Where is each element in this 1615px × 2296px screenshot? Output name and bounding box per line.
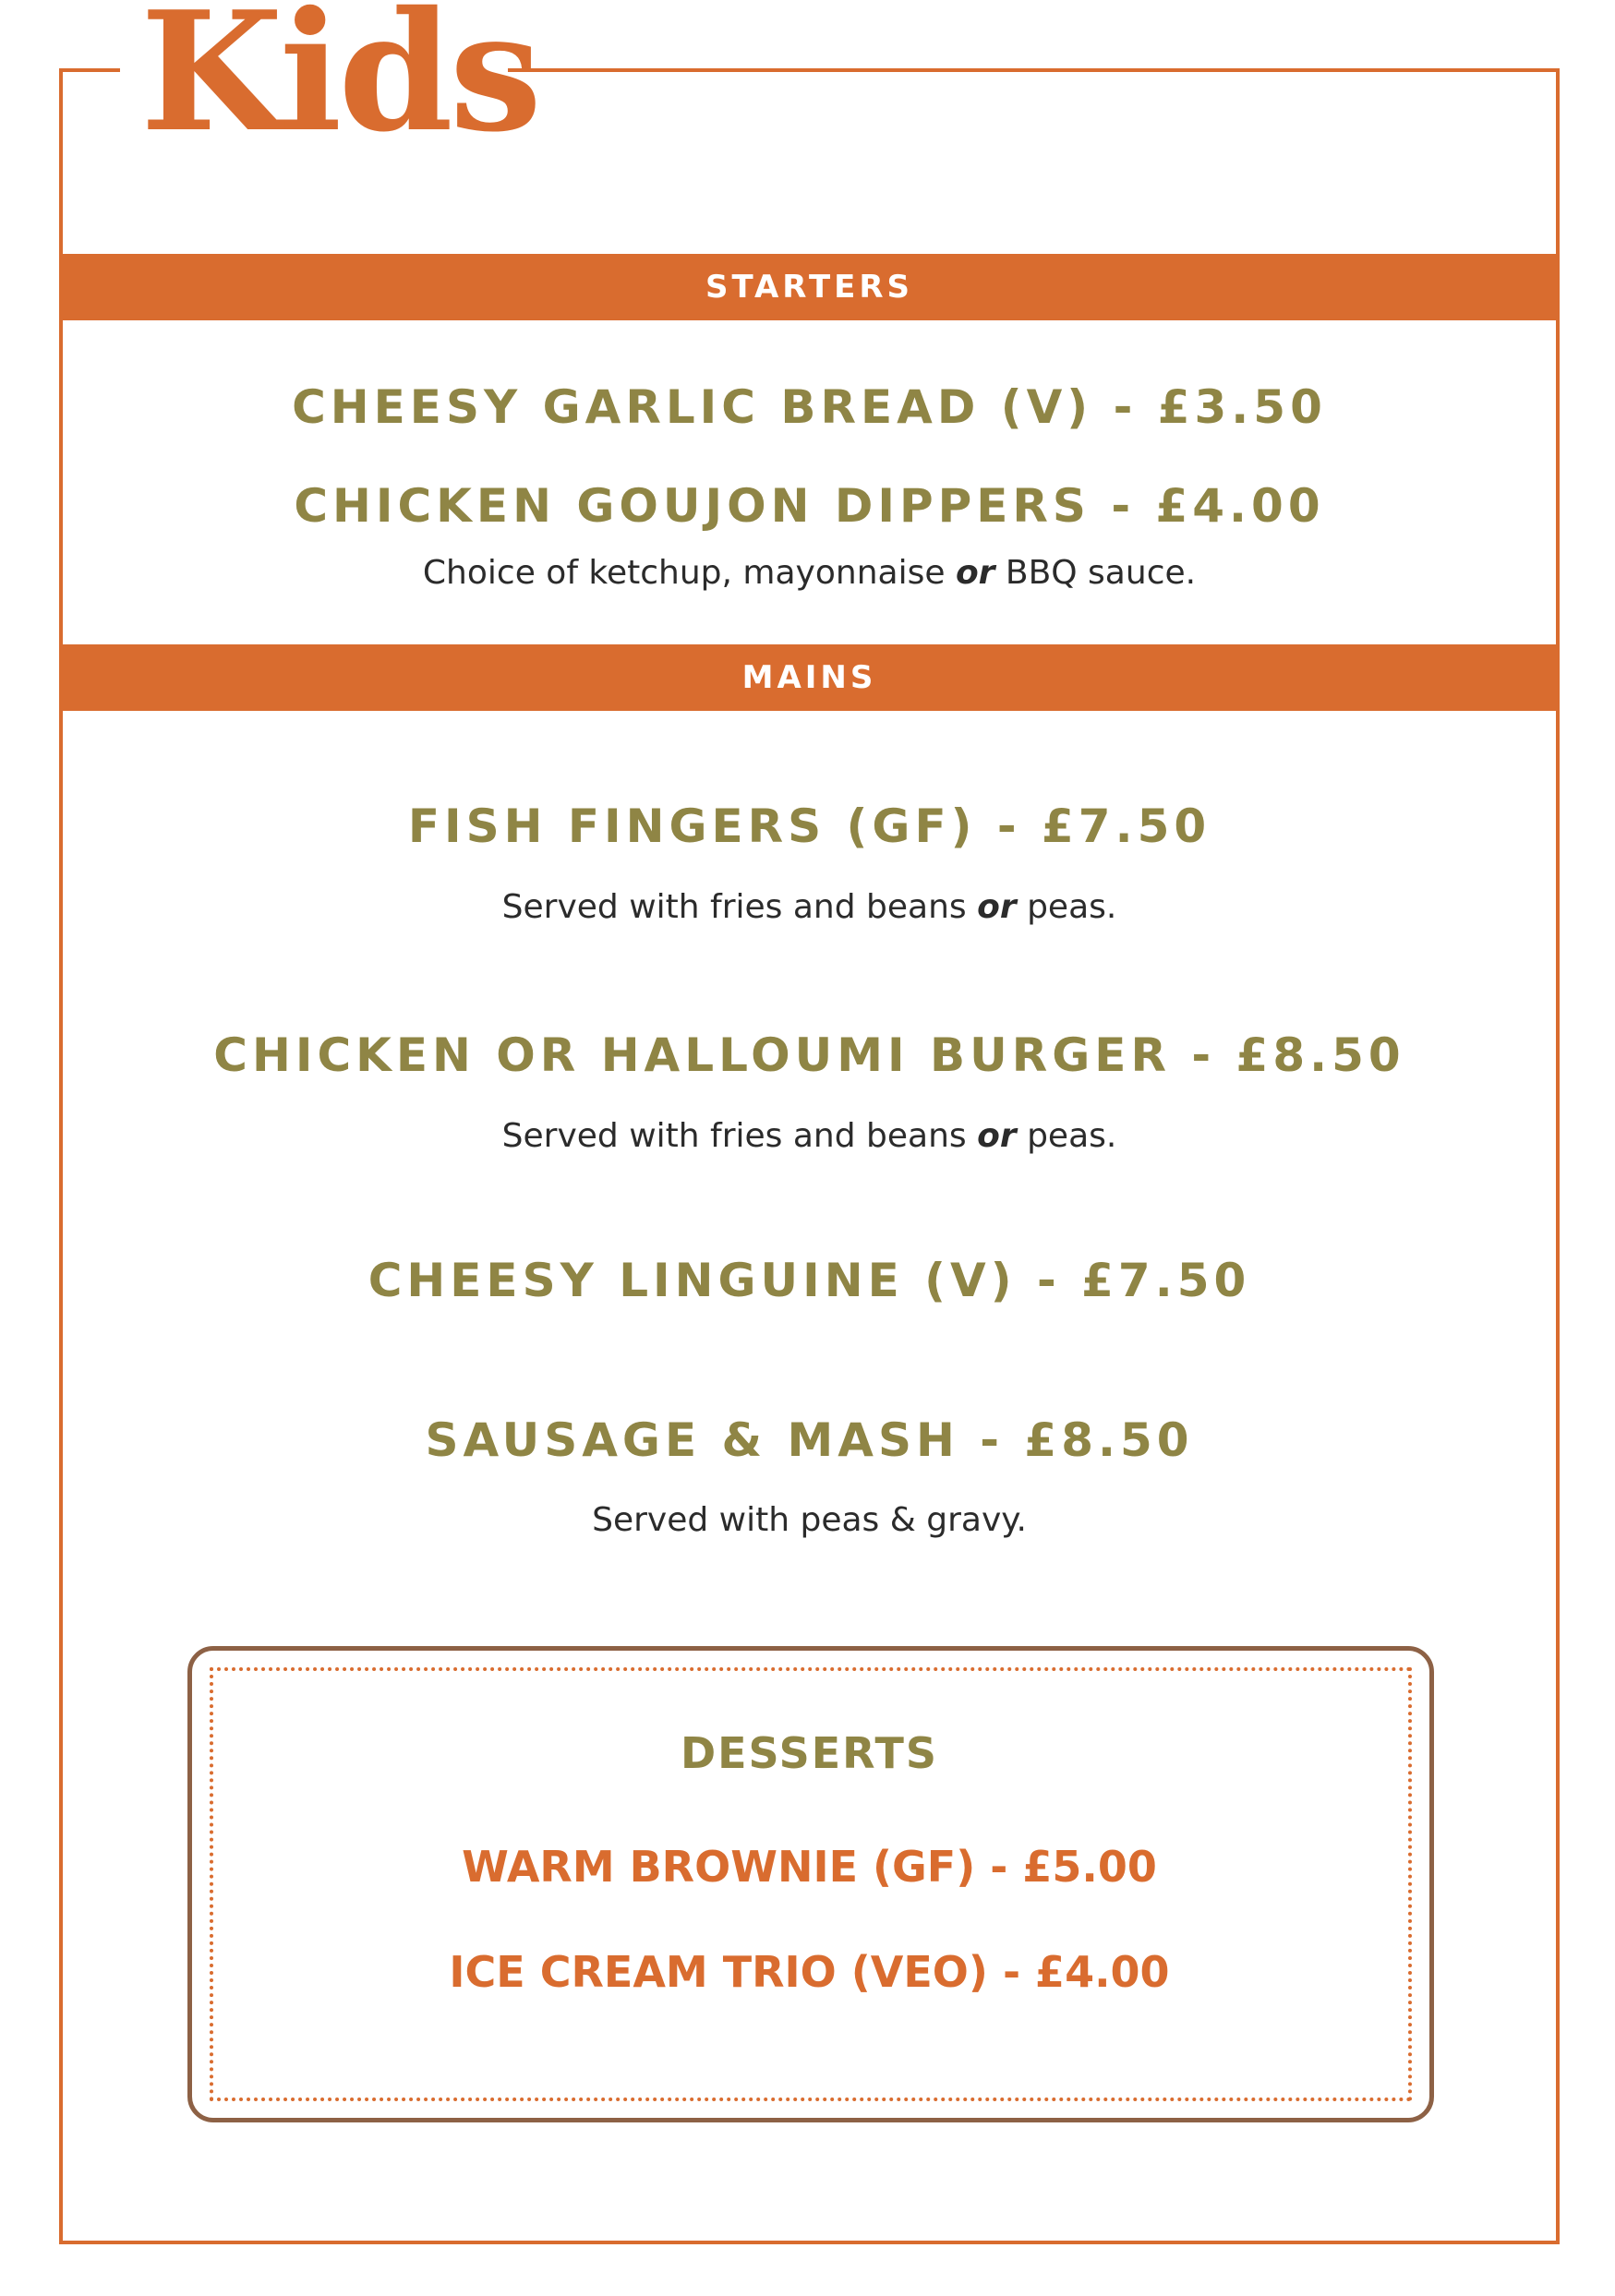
main-item-sausage-mash-desc: Served with peas & gravy. <box>592 1501 1027 1539</box>
starter-item-garlic-bread: CHEESY GARLIC BREAD (V) - £3.50 <box>292 380 1327 434</box>
main-item-burger: CHICKEN OR HALLOUMI BURGER - £8.50 <box>213 1028 1405 1082</box>
starters-band: STARTERS <box>61 254 1558 320</box>
main-item-sausage-mash: SAUSAGE & MASH - £8.50 <box>425 1413 1194 1467</box>
dessert-item-brownie: WARM BROWNIE (GF) - £5.00 <box>462 1842 1157 1892</box>
desserts-heading: DESSERTS <box>680 1728 939 1778</box>
main-item-fish-fingers: FISH FINGERS (GF) - £7.50 <box>407 799 1211 853</box>
main-item-fish-fingers-desc: Served with fries and beans or peas. <box>501 888 1117 926</box>
starter-item-goujon-desc: Choice of ketchup, mayonnaise or BBQ sauce. <box>422 554 1197 592</box>
mains-band: MAINS <box>61 644 1558 711</box>
menu-title: Kids <box>140 0 538 168</box>
dessert-item-ice-cream: ICE CREAM TRIO (VEO) - £4.00 <box>449 1947 1170 1997</box>
starter-item-goujon-dippers: CHICKEN GOUJON DIPPERS - £4.00 <box>294 479 1325 533</box>
main-item-burger-desc: Served with fries and beans or peas. <box>501 1117 1117 1155</box>
main-item-linguine: CHEESY LINGUINE (V) - £7.50 <box>368 1254 1251 1307</box>
